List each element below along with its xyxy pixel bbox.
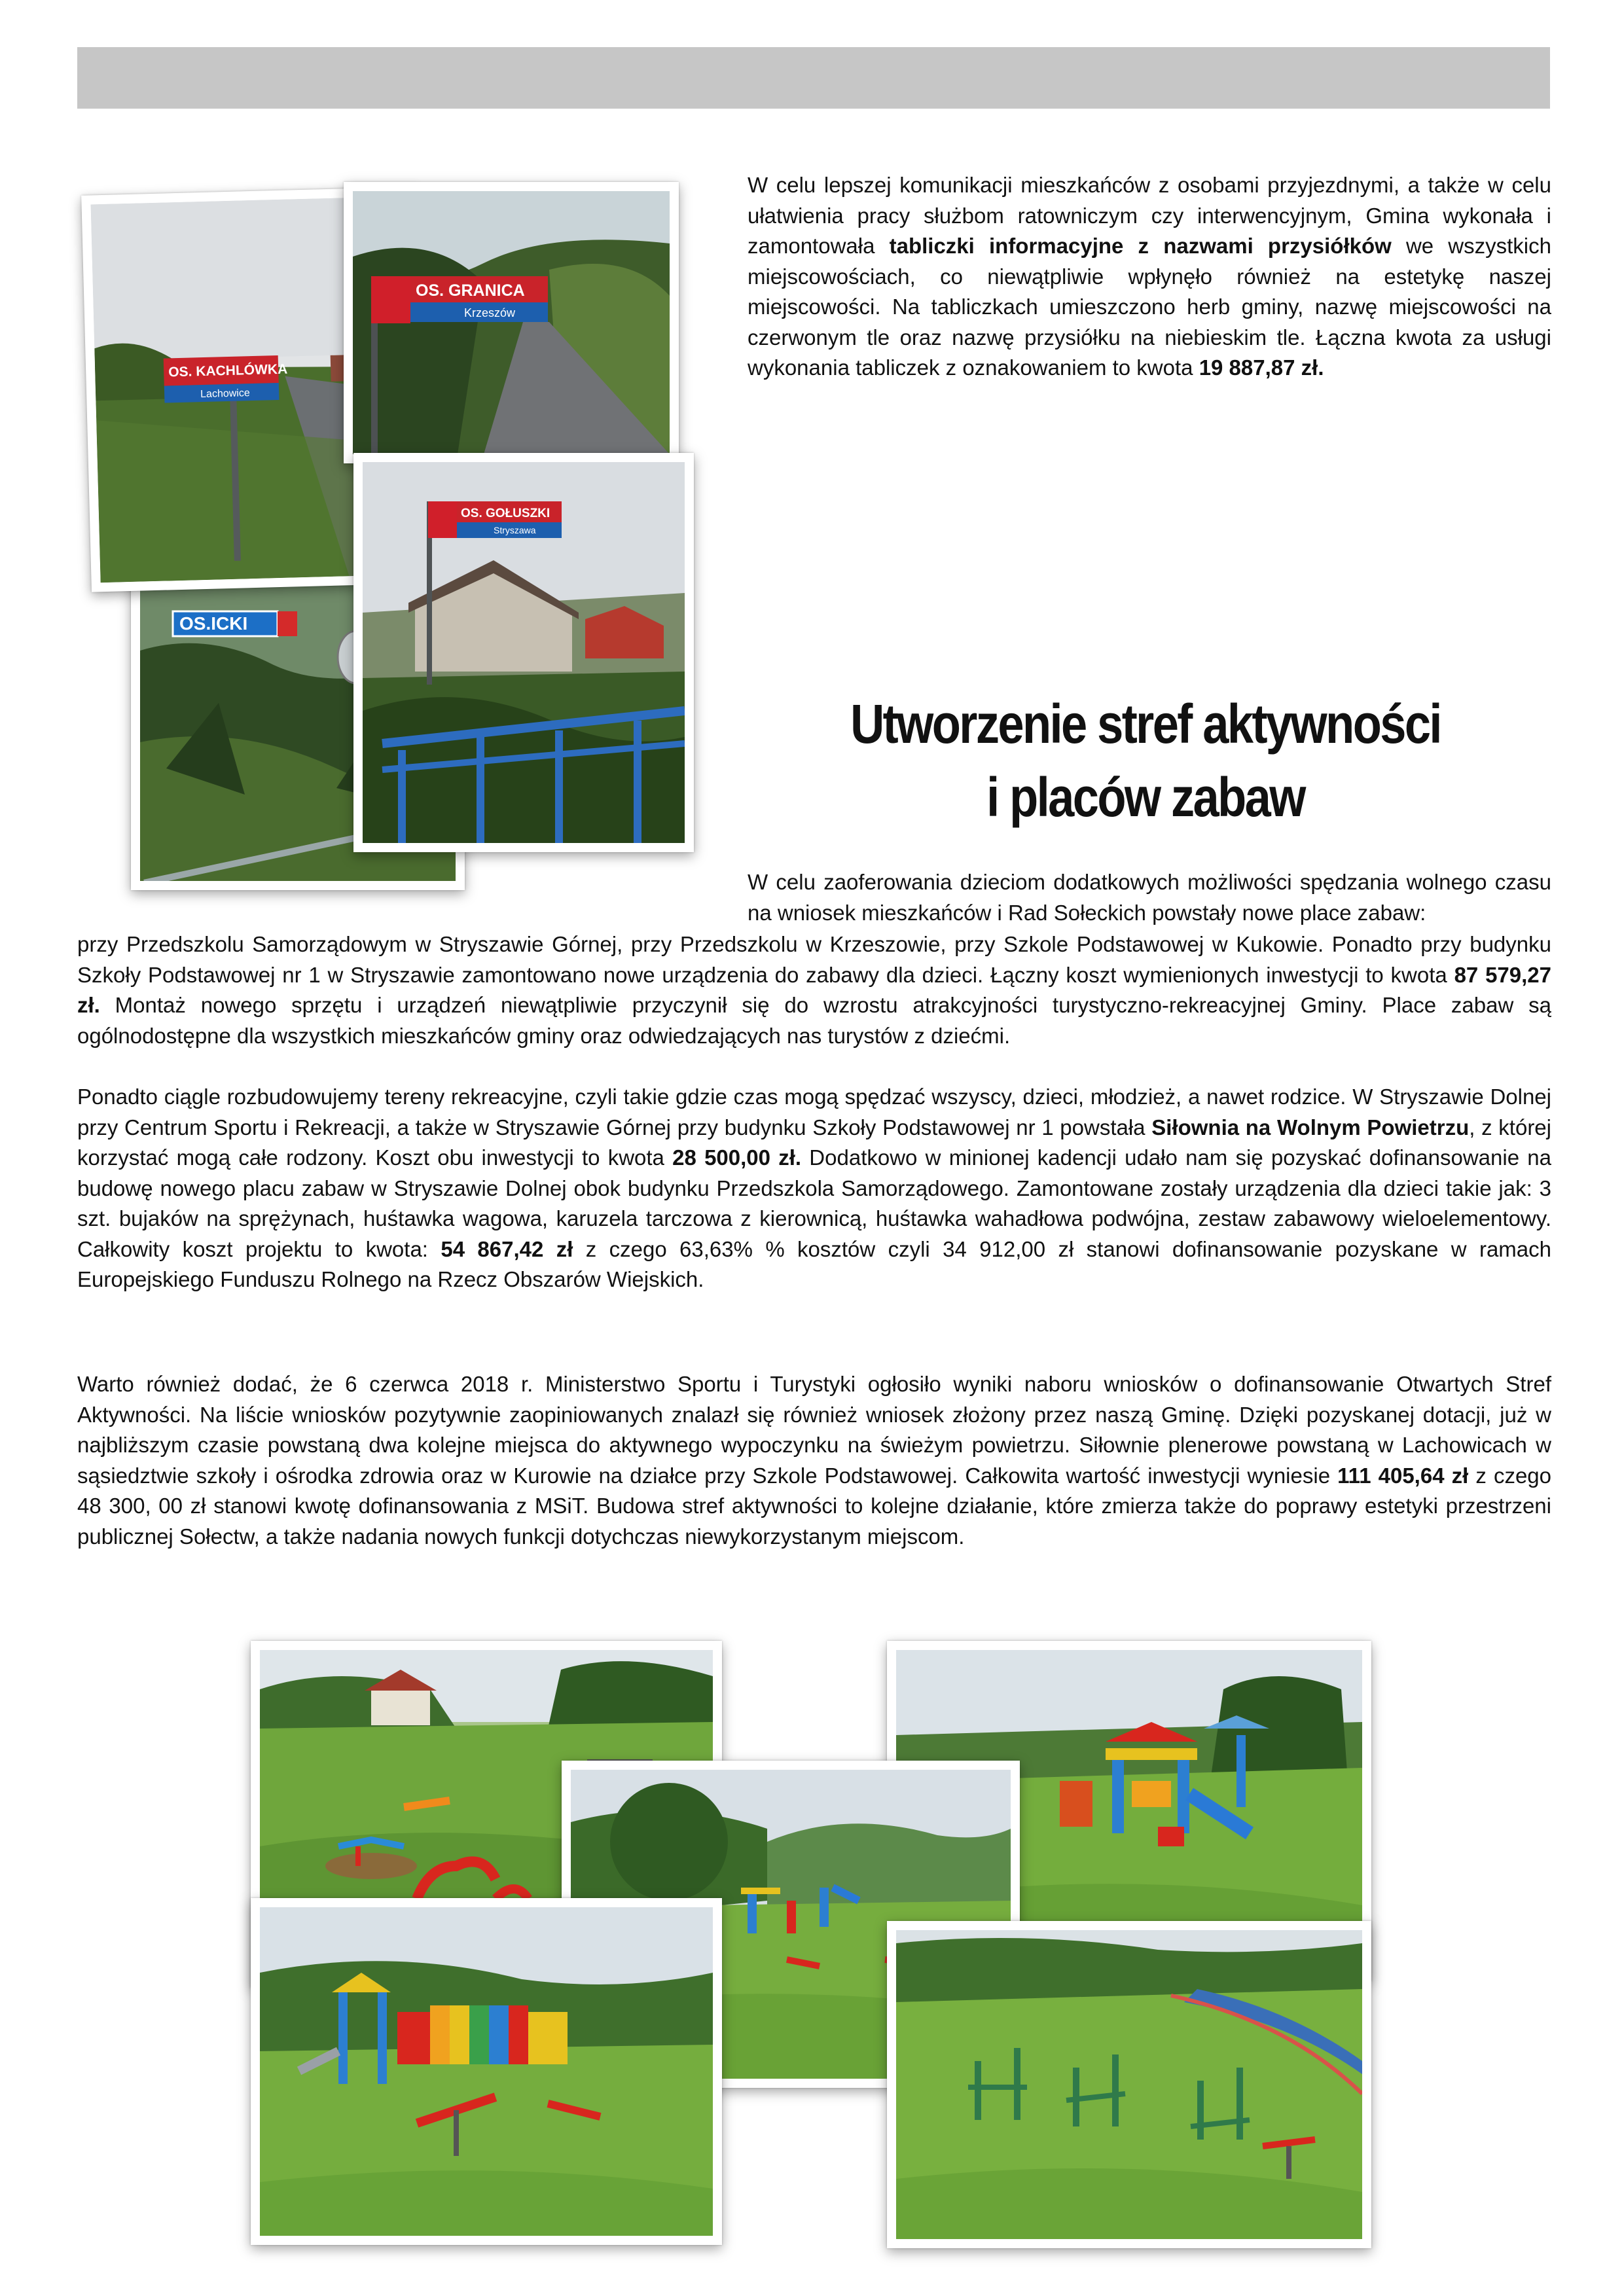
sign-kachlowka-text: OS. KACHLÓWKA: [168, 361, 288, 380]
gym-text-2: , z której korzystać mogą całe rodzony. Koszt obu inwestycji to kwota: [77, 1115, 1551, 1170]
gym-text: Ponadto ciągle rozbudowujemy tereny rekreacyjne, czyli takie gdzie czas mogą spędzać wszyscy, dzieci, młodzież, a nawet rodzice. W Stryszawie Dolnej przy Centrum Sportu i Rekreacji, a także w Stryszawie Górnej przy budynku Szkoły Podstawowej nr 1 powstała: [77, 1085, 1551, 1139]
gym-bold-name: Siłownia na Wolnym Powietrzu: [1151, 1115, 1470, 1139]
zones-text: Warto również dodać, że 6 czerwca 2018 r. Ministerstwo Sportu i Turystyki ogłosiło wyniki naboru wniosków o dofinansowanie Otwartych Stref Aktywności. Na liście wniosków pozytywnie zaopiniowanych znalazł się również wniosek złożony przez naszą Gminę. Dzięki pozyskanej dotacji, już w najbliższym czasie powstaną dwa kolejne miejsca do aktywnego wypoczynku na świeżym powietrzu. Siłownie plenerowe powstaną w Lachowicach w sąsiedztwie szkoły i ośrodka zdrowia oraz w Kurowie na działce przy Szkole Podstawowej. Całkowita wartość inwestycji wyniesie: [77, 1372, 1551, 1488]
photo-sign-granica-image: [353, 191, 670, 454]
photo-outdoor-gym: [887, 1921, 1371, 2248]
section-heading: [808, 687, 1483, 834]
zones-amount: 111 405,64 zł: [1337, 1463, 1469, 1488]
intro-paragraph: [748, 170, 1551, 384]
photo-sign-goluszki: [353, 453, 694, 852]
photo-playground-colorful: [251, 1898, 722, 2245]
playgrounds-paragraph: [77, 929, 1551, 1051]
playgrounds-intro-text: W celu zaoferowania dzieciom dodatkowych możliwości spędzania wolnego czasu na wniosek mieszkańców i Rad Sołeckich powstały nowe place zabaw:: [748, 870, 1551, 925]
photo-outdoor-gym-image: [896, 1930, 1362, 2239]
intro-amount: 19 887,87 zł.: [1199, 355, 1324, 380]
playgrounds-text-2: Montaż nowego sprzętu i urządzeń niewątpliwie przyczynił się do wzrostu atrakcyjności turystyczno-rekreacyjnej Gminy. Place zabaw są ogólnodostępne dla wszystkich mieszkańców gminy oraz odwiedzających nas turystów z dziećmi.: [77, 993, 1551, 1048]
sign-granica-sub: Krzeszów: [464, 306, 516, 319]
sign-granica-text: OS. GRANICA: [416, 281, 525, 300]
sign-icki-text: OS.ICKI: [179, 613, 248, 634]
intro-text: W celu lepszej komunikacji mieszkańców z osobami przyjezdnymi, a także w celu ułatwienia pracy służbom ratowniczym czy interwencyjnym, Gmina wykonała i zamontowała: [748, 173, 1551, 258]
header-bar: [77, 47, 1550, 109]
gym-text-4: z czego 63,63% % kosztów czyli 34 912,00 zł stanowi dofinansowanie pozyskane w ramach Europejskiego Funduszu Rolnego na Rzecz Obszarów Wiejskich.: [77, 1236, 1551, 1291]
sign-goluszki-sub: Stryszawa: [494, 525, 536, 535]
heading-line-2: i placów zabaw: [986, 766, 1305, 828]
photo-playground-colorful-image: [260, 1907, 713, 2236]
activity-zones-paragraph: [77, 1369, 1551, 1552]
zones-text-2: z czego 48 300, 00 zł stanowi kwotę dofinansowania z MSiT. Budowa stref aktywności to kolejne działanie, które zmierza także do poprawy estetyki przestrzeni publicznej Sołectw, a także nadania nowych funkcji dotychczas niewykorzystanym miejscom.: [77, 1463, 1552, 1549]
gym-amount: 28 500,00 zł.: [672, 1145, 802, 1170]
playgrounds-intro: [748, 867, 1551, 928]
playgrounds-text: przy Przedszkolu Samorządowym w Stryszawie Górnej, przy Przedszkolu w Krzeszowie, przy Szkole Podstawowej w Kukowie. Ponadto przy budynku Szkoły Podstawowej nr 1 w Stryszawie zamontowano nowe urządzenia do zabawy dla dzieci. Łączny koszt wymienionych inwestycji to kwota: [77, 932, 1551, 987]
gym-text-3: Dodatkowo w minionej kadencji udało nam się pozyskać dofinansowanie na budowę nowego placu zabaw w Stryszawie Dolnej obok budynku Przedszkola Samorządowego. Zamontowane zostały urządzenia dla dzieci takie jak: 3 szt. bujaków na sprężynach, huśtawka wagowa, karuzela tarczowa z kierownicą, huśtawka wahadłowa podwójna, zestaw zabawowy wieloelementowy. Całkowity koszt projektu to kwota:: [77, 1145, 1551, 1261]
sign-goluszki-text: OS. GOŁUSZKI: [461, 507, 550, 520]
photo-sign-granica: [344, 182, 679, 463]
intro-bold-signs: tabliczki informacyjne z nazwami przysiółków: [889, 234, 1392, 258]
photo-sign-goluszki-image: [363, 462, 685, 843]
gym-paragraph: [77, 1082, 1551, 1295]
playgrounds-amount: 87 579,27 zł.: [77, 962, 1551, 1017]
project-amount: 54 867,42 zł: [441, 1236, 573, 1261]
sign-kachlowka-sub: Lachowice: [200, 387, 250, 401]
intro-text-2: we wszystkich miejscowościach, co niewątpliwie wpłynęło również na estetykę naszej miejscowości. Na tabliczkach umieszczono herb gminy, nazwę miejscowości na czerwonym tle oraz nazwę przysiółku na niebieskim tle. Łączna kwota za usługi wykonania tabliczek z oznakowaniem to kwota: [748, 234, 1551, 380]
heading-line-1: Utworzenie stref aktywności: [850, 693, 1441, 755]
